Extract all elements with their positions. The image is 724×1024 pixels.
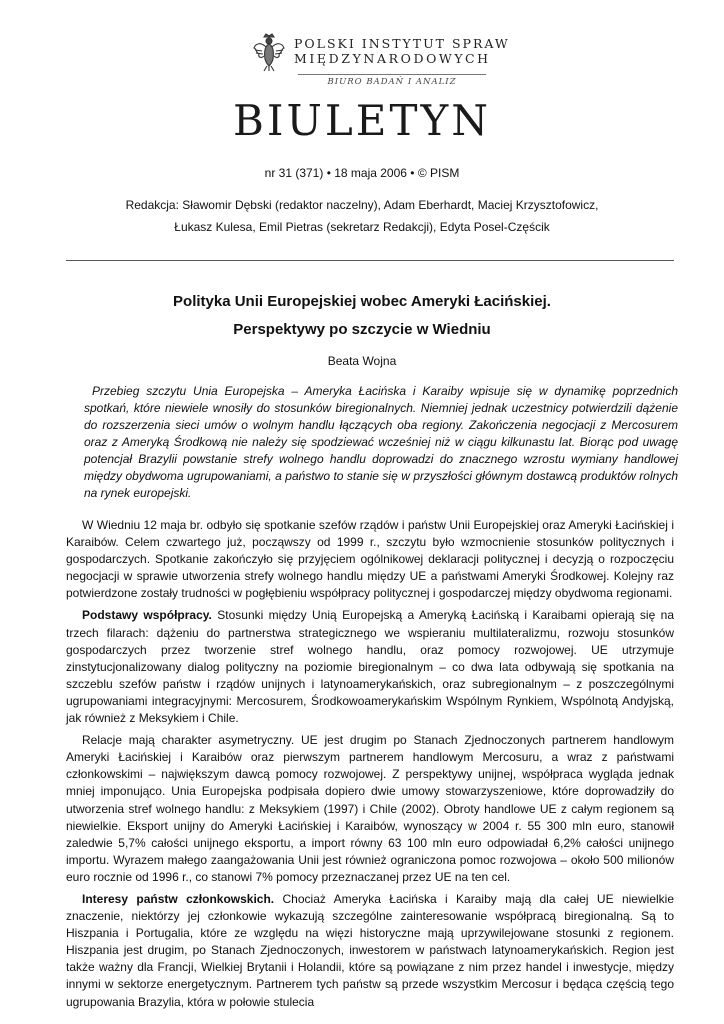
article-body [66, 517, 674, 1016]
article-title-line1: Polityka Unii Europejskiej wobec Ameryki Łacińskiej. [173, 293, 551, 310]
institute-name-line2: MIĘDZYNARODOWYCH [294, 51, 491, 66]
article-title [0, 288, 724, 344]
paragraph-3: Relacje mają charakter asymetryczny. UE jest drugim po Stanach Zjednoczonych partnerem handlowym Ameryki Łacińskiej i Karaibów oraz pierwszym partnerem handlowym Mercosuru, a wraz z państwami członkowskimi – największym dawcą pomocy rozwojowej. Z perspektywy unijnej, współpraca wygląda jednak mniej imponująco. Unia Europejska podpisała dopiero dwie umowy stowarzyszeniowe, które doprowadziły do utworzenia stref wolnego handlu: z Meksykiem (1997) i Chile (2002). Obroty handlowe UE z całym regionem są niewielkie. Eksport unijny do Ameryki Łacińskiej i Karaibów, wynoszący w 2004 r. 55 300 mln euro, stanowił zaledwie 5,7% całości unijnego eksportu, a import równy 63 100 mln euro odpowiadał 6,2% całości unijnego importu. Wyrazem małego zaangażowania Unii jest również ograniczona pomoc rozwojowa – około 500 milionów euro rocznie od 1996 r., co stanowi 7% pomocy przeznaczanej przez UE na ten cel. [66, 733, 674, 884]
article-author: Beata Wojna [327, 354, 397, 368]
paragraph-2 [66, 607, 674, 727]
institute-name-line1: POLSKI INSTYTUT SPRAW [294, 36, 510, 51]
issue-line: nr 31 (371) • 18 maja 2006 • © PISM [264, 166, 460, 180]
paragraph-2-text: Stosunki między Unią Europejską a Ameryką Łacińską i Karaibami opierają się na trzech filarach: dążeniu do partnerstwa strategicznego we wspieraniu multilateralizmu, rozwoju stosunków gospodarczych przez tworzenie stref wolnego handlu, oraz pomocy rozwojowej. UE utrzymuje zinstytucjonalizowany dialog polityczny na poziomie biregionalnym – co dwa lata odbywają się spotkania na szczeblu szefów państw i rządów unijnych i latynoamerykańskich, oraz subregionalnym – z poszczególnymi ugrupowaniami integracyjnymi: Mercosurem, Środkowoamerykańskim Wspólnym Rynkiem, Wspólnotą Andyjską, jak również z Meksykiem i Chile. [66, 608, 674, 726]
paragraph-1: W Wiedniu 12 maja br. odbyło się spotkanie szefów rządów i państw Unii Europejskiej oraz Ameryki Łacińskiej i Karaibów. Celem czwartego już, począwszy od 1999 r., szczytu było wzmocnienie stosunków politycznych i gospodarczych. Spotkanie zakończyło się przyjęciem ogólnikowej deklaracji politycznej i decyzją o rozpoczęciu negocjacji w sprawie utworzenia strefy wolnego handlu między UE a państwami Ameryki Środkowej. Kolejny raz potwierdzone zostały trudności w pogłębieniu współpracy politycznej i gospodarczej między obydwoma regionami. [66, 518, 674, 601]
paragraph-4-text: Chociaż Ameryka Łacińska i Karaiby mają dla całej UE niewielkie znaczenie, niektórzy jej członkowie wykazują szczególne zainteresowanie współpracą biregionalną. Są to Hiszpania i Portugalia, które ze względu na więzi historyczne mają uprzywilejowane stosunki z regionem. Hiszpania jest drugim, po Stanach Zjednoczonych, inwestorem w państwach latynoamerykańskich. Region jest także ważny dla Francji, Wielkiej Brytanii i Holandii, które są powiązane z nim przez handel i inwestycje, między innymi w sektorze energetycznym. Partnerem tych państw są przede wszystkim Mercosur i będąca częścią tego ugrupowania Brazylia, która w połowie stulecia [66, 891, 674, 1009]
eagle-emblem-icon [252, 32, 286, 72]
header-divider [66, 260, 674, 261]
section-heading-foundations: Podstawy współpracy. [82, 608, 212, 623]
publication-title: BIULETYN [233, 96, 491, 145]
bureau-name: BIURO BADAŃ I ANALIZ [298, 74, 486, 87]
editors-line-1: Redakcja: Sławomir Dębski (redaktor naczelny), Adam Eberhardt, Maciej Krzysztofowicz, [125, 198, 599, 212]
article-abstract: Przebieg szczytu Unia Europejska – Ameryka Łacińska i Karaiby wpisuje się w dynamikę poprzednich spotkań, które niewiele wnosiły do stosunków biregionalnych. Niemniej jednak uczestnicy potwierdzili dążenie do rozszerzenia sieci umów o wolnym handlu łączących oba regiony. Zakończenia negocjacji z Mercosurem oraz z Ameryką Środkową nie należy się spodziewać wcześniej niż w ciągu kilkunastu lat. Biorąc pod uwagę potencjał Brazylii powstanie strefy wolnego handlu doprowadzi do znacznego wzrostu wymiany handlowej między obydwoma ugrupowaniami, a państwo to stanie się w przyszłości głównym dostawcą produktów rolnych na rynek europejski. [84, 384, 678, 500]
paragraph-4 [66, 891, 674, 1011]
editors-line-2: Łukasz Kulesa, Emil Pietras (sekretarz Redakcji), Edyta Posel-Częścik [174, 220, 550, 234]
section-heading-member-interests: Interesy państw członkowskich. [82, 891, 275, 906]
masthead [252, 30, 510, 92]
article-title-line2: Perspektywy po szczycie w Wiedniu [233, 321, 491, 338]
institute-name [294, 36, 510, 66]
